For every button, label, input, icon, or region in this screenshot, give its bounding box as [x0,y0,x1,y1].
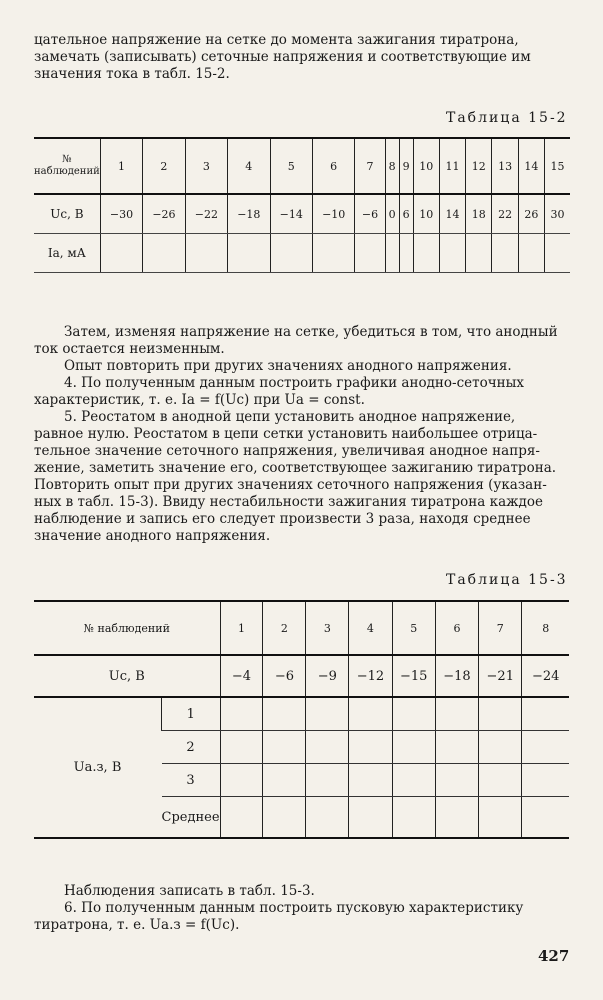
empty-cell [220,697,263,731]
table-15-3-caption: Таблица 15-3 [446,572,568,588]
table-cell: −24 [522,655,569,697]
col-header: 13 [492,138,518,194]
empty-cell [306,697,349,731]
empty-cell [355,234,385,273]
empty-cell [349,764,392,797]
table-cell: −30 [100,194,142,234]
empty-cell [185,234,227,273]
empty-cell [392,697,435,731]
col-header: 2 [143,138,185,194]
table-row-ia [34,234,570,273]
table-15-2 [34,137,570,273]
empty-cell [435,797,478,839]
col-header: 1 [220,601,263,655]
table-15-3 [34,600,569,839]
col-header: 7 [355,138,385,194]
empty-cell [220,797,263,839]
col-header: 4 [228,138,270,194]
col-header: 6 [312,138,354,194]
header-label: № наблюдений [34,138,100,194]
group-label: Uа.з, В [34,697,162,838]
text-line: значения тока в табл. 15-2. [34,66,230,82]
empty-cell [143,234,185,273]
col-header: 4 [349,601,392,655]
text-line: 6. По полученным данным построить пусковую характеристику [64,900,524,916]
col-header: 5 [270,138,312,194]
empty-cell [220,764,263,797]
empty-cell [349,731,392,764]
col-header: 9 [399,138,413,194]
text-line: равное нулю. Реостатом в цепи сетки установить наибольшее отрица- [34,426,538,442]
col-header: 6 [435,601,478,655]
empty-cell [479,697,522,731]
empty-cell [522,697,569,731]
empty-cell [466,234,492,273]
text-line: тиратрона, т. е. Uа.з = f(Uс). [34,917,240,933]
text-line: наблюдение и запись его следует произвести 3 раза, находя среднее [34,511,531,527]
col-header: 12 [466,138,492,194]
empty-cell [413,234,439,273]
empty-cell [435,731,478,764]
text-line: 5. Реостатом в анодной цепи установить анодное напряжение, [64,409,516,425]
table-cell: −15 [392,655,435,697]
col-header: 11 [439,138,465,194]
empty-cell [392,731,435,764]
text-line: тельное значение сеточного напряжения, увеличивая анодное напря- [34,443,540,459]
table-cell: 10 [413,194,439,234]
empty-cell [492,234,518,273]
col-header: 3 [185,138,227,194]
empty-cell [522,797,569,839]
text-line: значение анодного напряжения. [34,528,271,544]
col-header: 5 [392,601,435,655]
empty-cell [306,731,349,764]
text-line: Затем, изменяя напряжение на сетке, убедиться в том, что анодный [64,324,558,340]
subrow-label: 2 [162,731,221,764]
text-line: цательное напряжение на сетке до момента зажигания тиратрона, [34,32,519,48]
empty-cell [385,234,399,273]
table-subrow [34,697,569,731]
table-cell: −10 [312,194,354,234]
bottom-paragraph [34,883,569,934]
empty-cell [349,797,392,839]
table-cell: −9 [306,655,349,697]
header-label: № наблюдений [34,601,220,655]
text-line: характеристик, т. е. Iа = f(Uс) при Uа = const. [34,392,365,408]
empty-cell [479,731,522,764]
col-header: 8 [522,601,569,655]
col-header: 15 [545,138,571,194]
empty-cell [435,764,478,797]
table-cell: 6 [399,194,413,234]
col-header: 10 [413,138,439,194]
empty-cell [263,797,306,839]
middle-paragraph [34,324,569,545]
table-cell: 30 [545,194,571,234]
intro-paragraph [34,32,569,83]
table-cell: −26 [143,194,185,234]
table-header-row [34,601,569,655]
empty-cell [392,797,435,839]
table-cell: 26 [518,194,544,234]
table-cell: −21 [479,655,522,697]
text-line: ных в табл. 15-3). Ввиду нестабильности зажигания тиратрона каждое [34,494,543,510]
empty-cell [349,697,392,731]
col-header: 1 [100,138,142,194]
text-line: Повторить опыт при других значениях сеточного напряжения (указан- [34,477,547,493]
col-header: 7 [479,601,522,655]
table-cell: −6 [355,194,385,234]
col-header: 2 [263,601,306,655]
col-header: 3 [306,601,349,655]
table-cell: −18 [435,655,478,697]
text-line: жение, заметить значение его, соответствующее зажиганию тиратрона. [34,460,557,476]
empty-cell [270,234,312,273]
table-cell: 0 [385,194,399,234]
empty-cell [435,697,478,731]
table-row-uc [34,655,569,697]
table-cell: −22 [185,194,227,234]
table-cell: −12 [349,655,392,697]
empty-cell [100,234,142,273]
table-cell: −6 [263,655,306,697]
empty-cell [312,234,354,273]
page-number: 427 [538,947,570,965]
empty-cell [220,731,263,764]
empty-cell [439,234,465,273]
table-cell: 18 [466,194,492,234]
empty-cell [399,234,413,273]
col-header: 14 [518,138,544,194]
empty-cell [306,797,349,839]
text-line: 4. По полученным данным построить графики анодно-сеточных [64,375,525,391]
empty-cell [518,234,544,273]
subrow-label: 3 [162,764,221,797]
row-label: Iа, мА [34,234,100,273]
row-label: Uс, В [34,194,100,234]
empty-cell [522,764,569,797]
empty-cell [263,731,306,764]
table-cell: −18 [228,194,270,234]
text-line: ток остается неизменным. [34,341,225,357]
table-15-2-caption: Таблица 15-2 [446,110,568,126]
table-cell: −14 [270,194,312,234]
empty-cell [479,797,522,839]
text-line: Опыт повторить при других значениях анодного напряжения. [64,358,512,374]
table-cell: −4 [220,655,263,697]
empty-cell [392,764,435,797]
table-cell: 14 [439,194,465,234]
empty-cell [263,764,306,797]
empty-cell [479,764,522,797]
empty-cell [263,697,306,731]
empty-cell [306,764,349,797]
empty-cell [545,234,571,273]
table-row-uc [34,194,570,234]
text-line: замечать (записывать) сеточные напряжения и соответствующие им [34,49,531,65]
table-header-row [34,138,570,194]
text-line: Наблюдения записать в табл. 15-3. [64,883,315,899]
empty-cell [522,731,569,764]
empty-cell [228,234,270,273]
table-cell: 22 [492,194,518,234]
subrow-label: 1 [162,697,221,731]
subrow-label: Среднее [162,797,221,839]
row-label: Uс, В [34,655,220,697]
col-header: 8 [385,138,399,194]
